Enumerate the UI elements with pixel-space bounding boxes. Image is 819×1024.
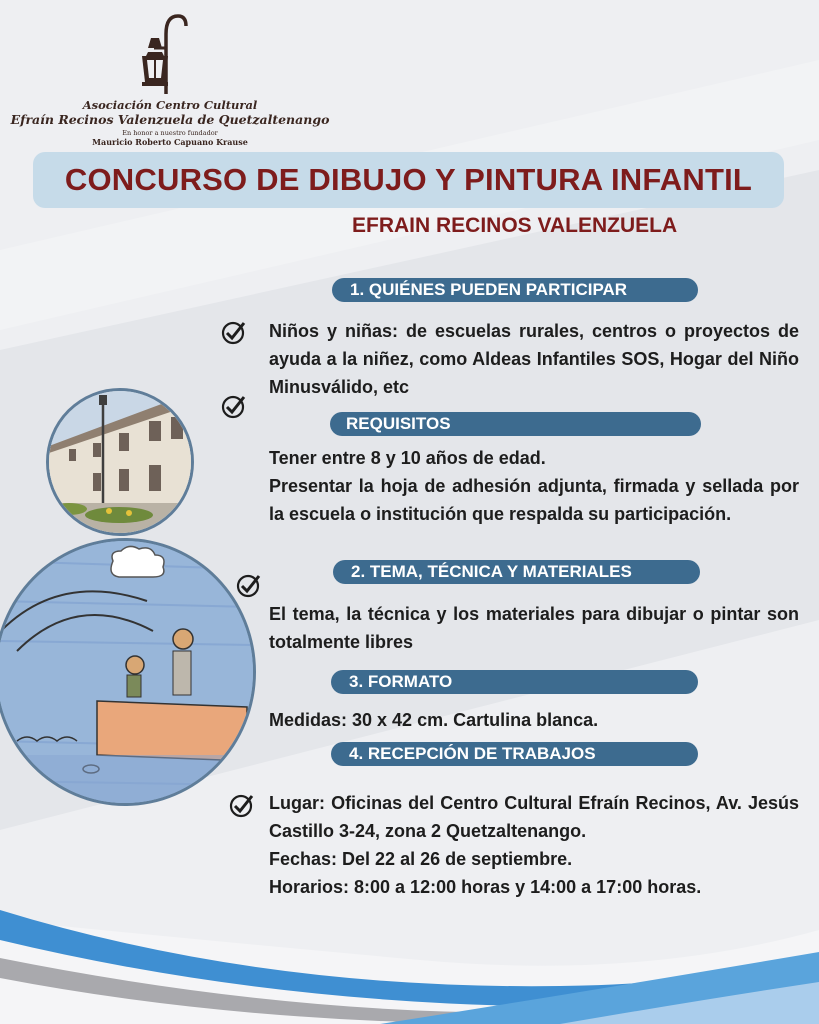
requirements-line-2: Presentar la hoja de adhesión adjunta, firmada y sellada por la escuela o institución que respalda su participación. [269,476,799,524]
heading-theme: 2. TEMA, TÉCNICA Y MATERIALES [333,560,700,584]
title-banner [33,152,784,208]
building-photo [46,388,194,536]
reception-hours: Horarios: 8:00 a 12:00 horas y 14:00 a 17:00 horas. [269,877,702,897]
children-drawing [0,538,256,806]
lamp-logo-icon [128,12,212,98]
check-circle-icon [221,393,247,419]
check-circle-icon [236,572,262,598]
logo-line-4: Mauricio Roberto Capuano Krause [92,137,248,147]
reception-place: Lugar: Oficinas del Centro Cultural Efraín Recinos, Av. Jesús Castillo 3-24, zona 2 Quetzaltenango. [269,793,799,841]
heading-requirements: REQUISITOS [330,412,701,436]
heading-reception: 4. RECEPCIÓN DE TRABAJOS [331,742,698,766]
heading-participants: 1. QUIÉNES PUEDEN PARTICIPAR [332,278,698,302]
reception-dates: Fechas: Del 22 al 26 de septiembre. [269,849,573,869]
association-logo [0,10,340,150]
heading-format: 3. FORMATO [331,670,698,694]
logo-line-2: Efraín Recinos Valenzuela de Quetzaltenango [10,112,330,127]
bottom-waves [0,900,819,1024]
page-subtitle: EFRAIN RECINOS VALENZUELA [352,214,678,237]
logo-line-3: En honor a nuestro fundador [122,129,218,137]
theme-text: El tema, la técnica y los materiales para dibujar o pintar son totalmente libres [269,604,799,652]
participants-text: Niños y niñas: de escuelas rurales, centros o proyectos de ayuda a la niñez, como Aldeas Infantiles SOS, Hogar del Niño Minusválido, etc [269,321,799,397]
check-circle-icon [229,792,255,818]
page-title: CONCURSO DE DIBUJO Y PINTURA INFANTIL [64,162,753,197]
requirements-line-1: Tener entre 8 y 10 años de edad. [269,448,546,468]
format-text: Medidas: 30 x 42 cm. Cartulina blanca. [269,710,599,730]
check-circle-icon [221,319,247,345]
logo-line-1: Asociación Centro Cultural [82,98,258,112]
